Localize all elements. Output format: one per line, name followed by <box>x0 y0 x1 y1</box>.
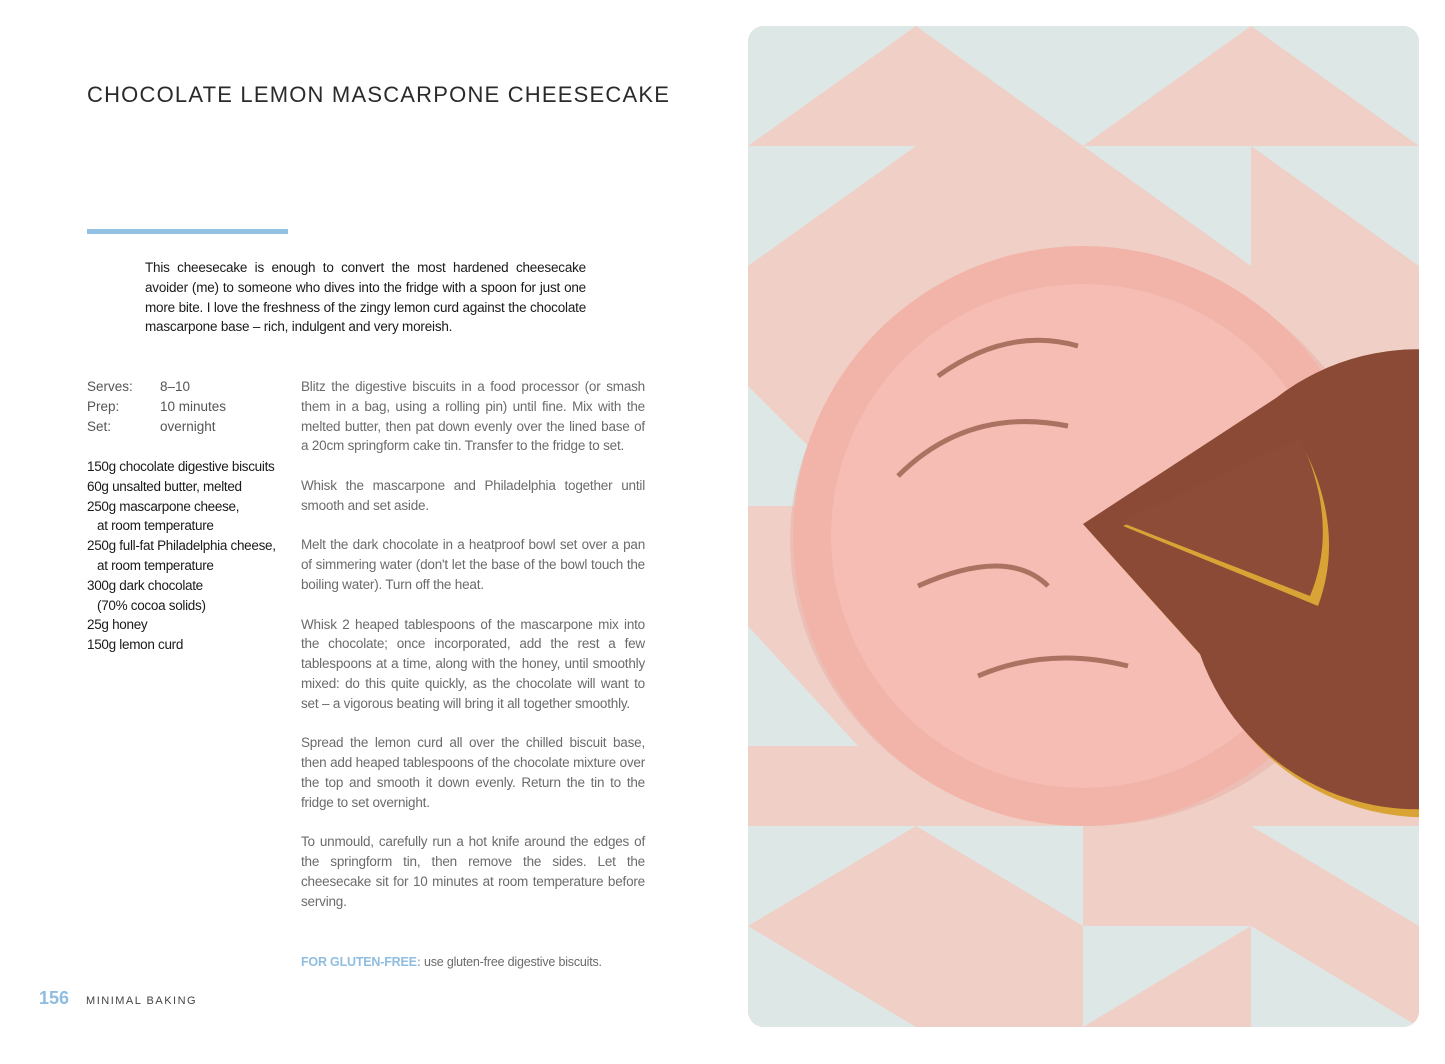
meta-set <box>87 417 287 437</box>
recipe-title: CHOCOLATE LEMON MASCARPONE CHEESECAKE <box>87 82 671 107</box>
method-step: Blitz the digestive biscuits in a food processor (or smash them in a bag, using a rolling pin) until fine. Mix with the melted butter, then pat down evenly over the lined base of a 20cm springform cake tin. Transfer to the fridge to set. <box>301 379 645 454</box>
method-step: Whisk 2 heaped tablespoons of the mascarpone mix into the chocolate; once incorporated, add the rest a few tablespoons at a time, along with the honey, until smoothly mixed: do this quite quickly, as the chocolate will want to set – a vigorous beating will bring it all together smoothly. <box>301 616 645 711</box>
page-number: 156 <box>39 988 70 1008</box>
meta-label: Prep: <box>87 398 120 414</box>
ingredient-item: 300g dark chocolate <box>87 577 203 593</box>
ingredient-item: 150g lemon curd <box>87 637 184 653</box>
ingredient-item: 250g mascarpone cheese, <box>87 498 240 514</box>
meta-serves <box>87 377 287 397</box>
ingredients-list <box>87 457 292 655</box>
page-footer <box>39 988 197 1009</box>
method-steps <box>301 377 645 931</box>
method-step: Melt the dark chocolate in a heatproof bowl set over a pan of simmering water (don't let the base of the bowl touch the boiling water). Turn off the heat. <box>301 537 645 592</box>
ingredient-item: 250g full-fat Philadelphia cheese, <box>87 538 276 554</box>
meta-value: 10 minutes <box>160 398 227 414</box>
recipe-meta <box>87 377 287 436</box>
cheesecake-photo <box>748 26 1419 1027</box>
recipe-intro: This cheesecake is enough to convert the most hardened cheesecake avoider (me) to someone who dives into the fridge with a spoon for just one more bite. I love the freshness of the zingy lemon curd against the chocolate mascarpone base – rich, indulgent and very moreish. <box>145 260 586 335</box>
book-title: MINIMAL BAKING <box>86 995 198 1007</box>
gluten-free-label: FOR GLUTEN-FREE: <box>301 955 421 969</box>
gluten-free-text: use gluten-free digestive biscuits. <box>420 955 602 969</box>
meta-value: 8–10 <box>160 379 191 394</box>
method-step: Spread the lemon curd all over the chilled biscuit base, then add heaped tablespoons of the chocolate mixture over the top and smooth it down evenly. Return the tin to the fridge to set overnight. <box>301 735 645 810</box>
method-step: Whisk the mascarpone and Philadelphia together until smooth and set aside. <box>301 477 645 513</box>
accent-rule <box>87 229 288 234</box>
meta-label: Set: <box>87 418 112 434</box>
gluten-free-note <box>301 953 602 972</box>
ingredient-item: 25g honey <box>87 617 148 633</box>
method-step: To unmould, carefully run a hot knife around the edges of the springform tin, then remove the sides. Let the cheesecake sit for 10 minutes at room temperature before serving. <box>301 834 645 909</box>
meta-prep <box>87 397 287 417</box>
meta-value: overnight <box>160 418 216 434</box>
ingredient-item: 60g unsalted butter, melted <box>87 478 242 494</box>
ingredient-item-continuation: (70% cocoa solids) <box>97 597 206 613</box>
ingredient-item-continuation: at room temperature <box>97 518 214 534</box>
meta-label: Serves: <box>87 379 133 394</box>
cheesecake-photo-illustration <box>748 26 1419 1027</box>
ingredient-item: 150g chocolate digestive biscuits <box>87 459 275 474</box>
ingredient-item-continuation: at room temperature <box>97 557 214 573</box>
